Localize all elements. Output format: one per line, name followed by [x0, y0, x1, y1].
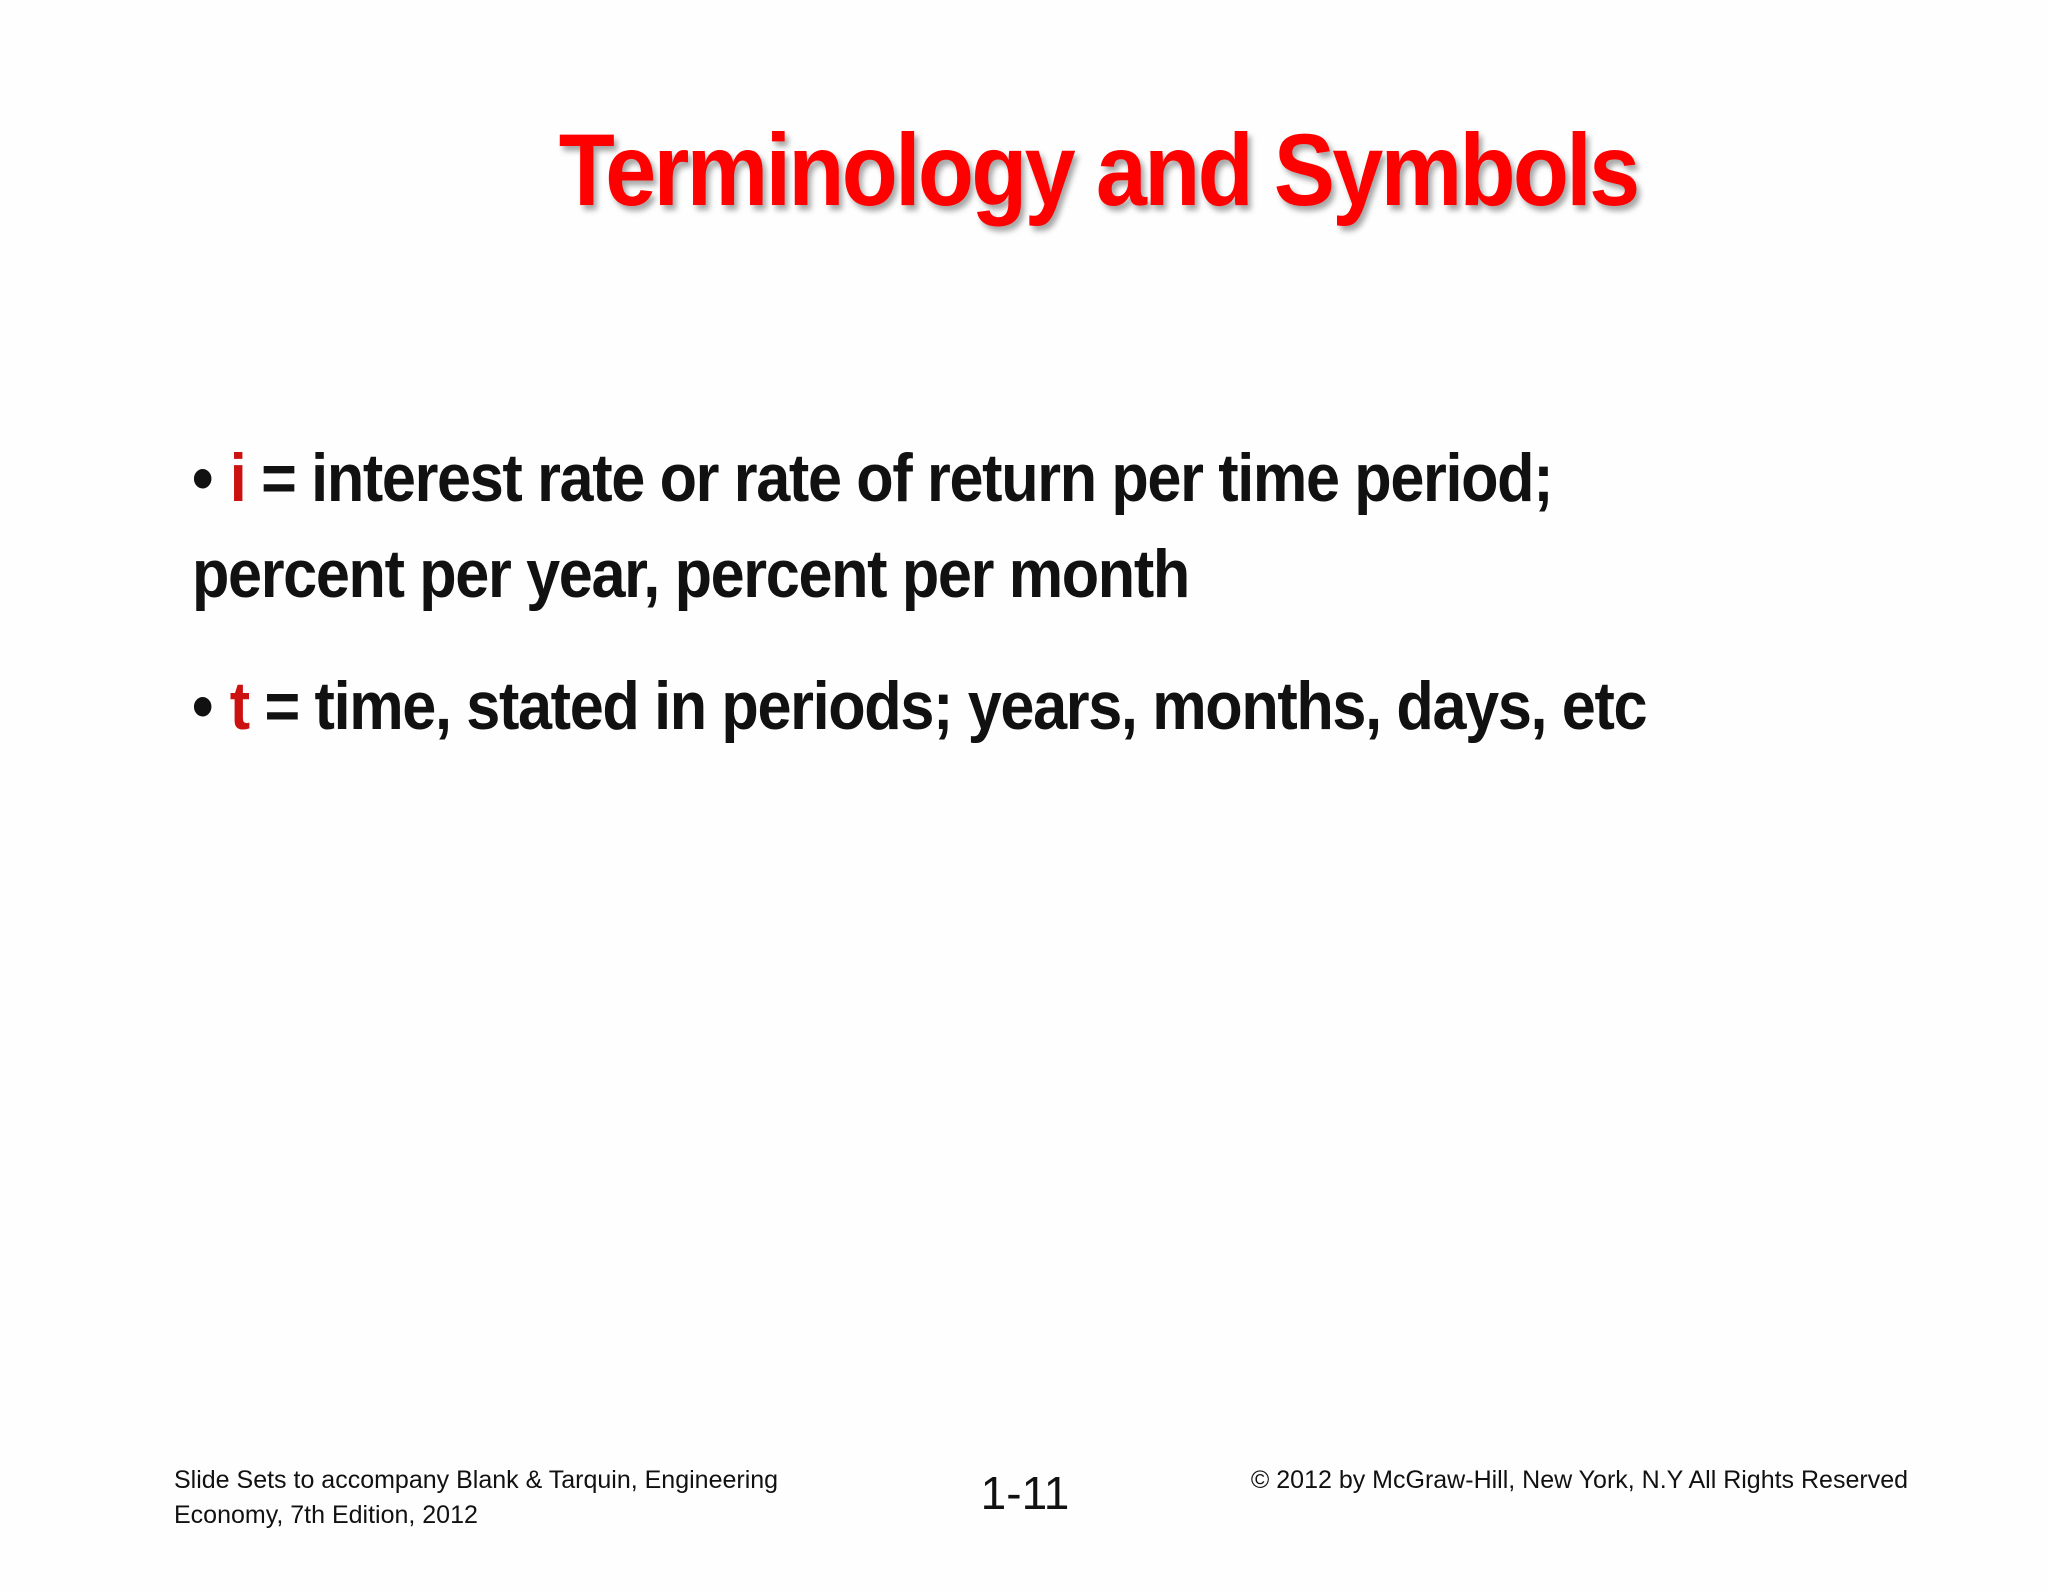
bullet-text: = time, stated in periods; years, months, days, etc: [248, 668, 1647, 744]
bullet-text: = interest rate or rate of return per time period;: [245, 440, 1553, 516]
symbol-i: i: [229, 440, 246, 516]
footer-copyright: © 2012 by McGraw-Hill, New York, N.Y All Rights Reserved: [1250, 1466, 1908, 1494]
bullet-marker: •: [192, 440, 213, 516]
slide-title: Terminology and Symbols: [558, 113, 1638, 227]
bullet-line: [192, 658, 1704, 754]
footer-source-line-1: Slide Sets to accompany Blank & Tarquin, Engineering: [174, 1466, 779, 1494]
bullet-item-interest-rate: [192, 430, 1704, 622]
bullet-marker: •: [192, 668, 213, 744]
bullet-list: [192, 430, 1872, 790]
symbol-t: t: [229, 668, 249, 744]
page-number: 1-11: [980, 1467, 1070, 1519]
bullet-continuation: percent per year, percent per month: [192, 536, 1189, 612]
footer-source: [174, 1463, 794, 1533]
footer-source-line-2: Economy, 7th Edition, 2012: [174, 1501, 478, 1529]
bullet-item-time: [192, 658, 1704, 754]
bullet-line: [192, 430, 1704, 526]
